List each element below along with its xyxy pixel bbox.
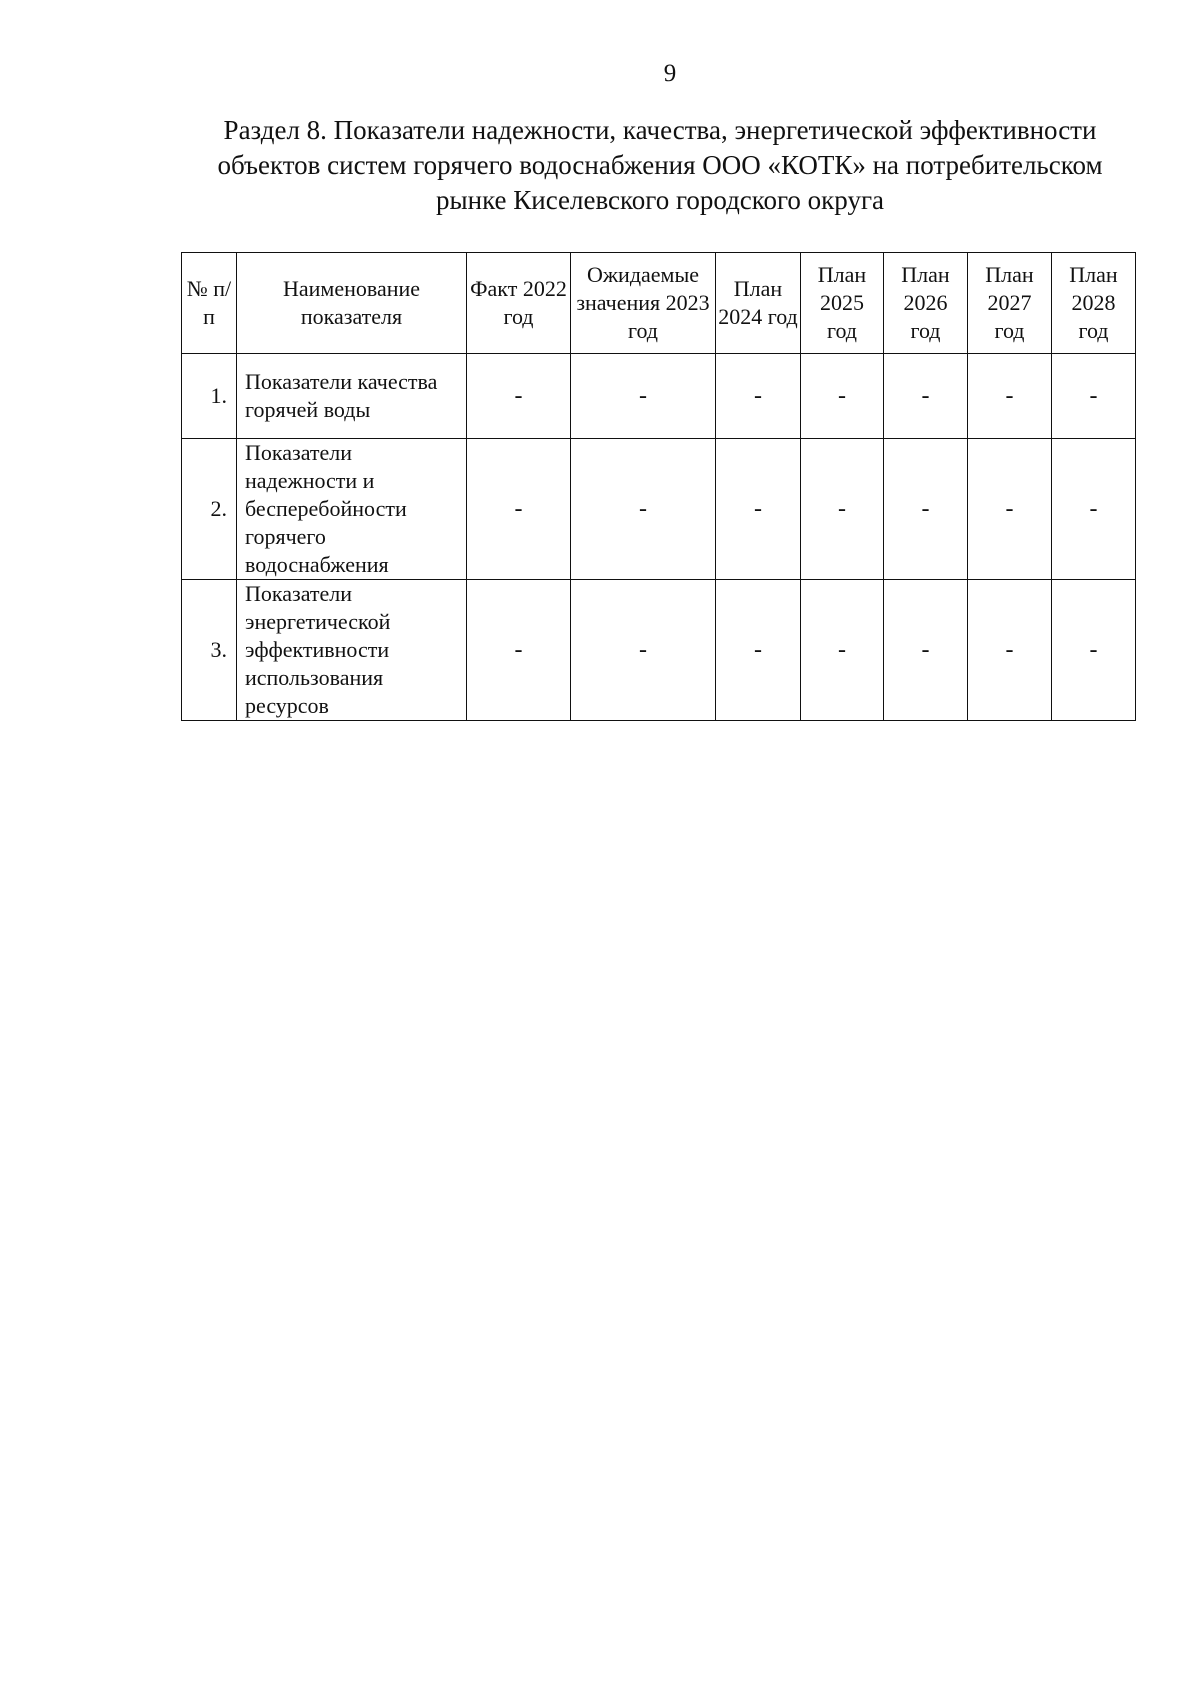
value-cell: - xyxy=(571,439,716,580)
column-header-number: № п/п xyxy=(182,253,237,354)
section-title: Раздел 8. Показатели надежности, качества, энергетической эффективности объектов систем горячего водоснабжения ООО «КОТК» на потребительском рынке Киселевского городского округа xyxy=(217,115,1103,215)
row-number: 2. xyxy=(182,439,237,580)
value-cell: - xyxy=(716,354,801,439)
column-header-plan-2026: План 2026 год xyxy=(884,253,968,354)
value-cell: - xyxy=(968,439,1052,580)
indicators-table xyxy=(181,252,1136,721)
value-cell: - xyxy=(884,439,968,580)
indicator-name: Показатели надежности и бесперебойности горячего водоснабжения xyxy=(237,439,467,580)
value-cell: - xyxy=(467,354,571,439)
column-header-plan-2024: План 2024 год xyxy=(716,253,801,354)
indicator-name: Показатели энергетической эффективности использования ресурсов xyxy=(237,580,467,721)
value-cell: - xyxy=(1052,580,1136,721)
value-cell: - xyxy=(801,439,884,580)
column-header-expected-2023: Ожидаемые значения 2023 год xyxy=(571,253,716,354)
value-cell: - xyxy=(571,580,716,721)
value-cell: - xyxy=(1052,354,1136,439)
value-cell: - xyxy=(716,439,801,580)
value-cell: - xyxy=(968,354,1052,439)
value-cell: - xyxy=(571,354,716,439)
value-cell: - xyxy=(801,354,884,439)
page-number: 9 xyxy=(663,60,677,87)
row-number: 3. xyxy=(182,580,237,721)
column-header-fact-2022: Факт 2022 год xyxy=(467,253,571,354)
column-header-plan-2028: План 2028 год xyxy=(1052,253,1136,354)
value-cell: - xyxy=(801,580,884,721)
value-cell: - xyxy=(1052,439,1136,580)
column-header-plan-2027: План 2027 год xyxy=(968,253,1052,354)
value-cell: - xyxy=(716,580,801,721)
column-header-indicator-name: Наименование показателя xyxy=(237,253,467,354)
table-row xyxy=(182,439,1136,580)
value-cell: - xyxy=(884,580,968,721)
value-cell: - xyxy=(968,580,1052,721)
indicator-name: Показатели качества горячей воды xyxy=(237,354,467,439)
value-cell: - xyxy=(467,439,571,580)
table-row xyxy=(182,354,1136,439)
column-header-plan-2025: План 2025 год xyxy=(801,253,884,354)
table-row xyxy=(182,580,1136,721)
row-number: 1. xyxy=(182,354,237,439)
value-cell: - xyxy=(467,580,571,721)
table-header-row xyxy=(182,253,1136,354)
value-cell: - xyxy=(884,354,968,439)
